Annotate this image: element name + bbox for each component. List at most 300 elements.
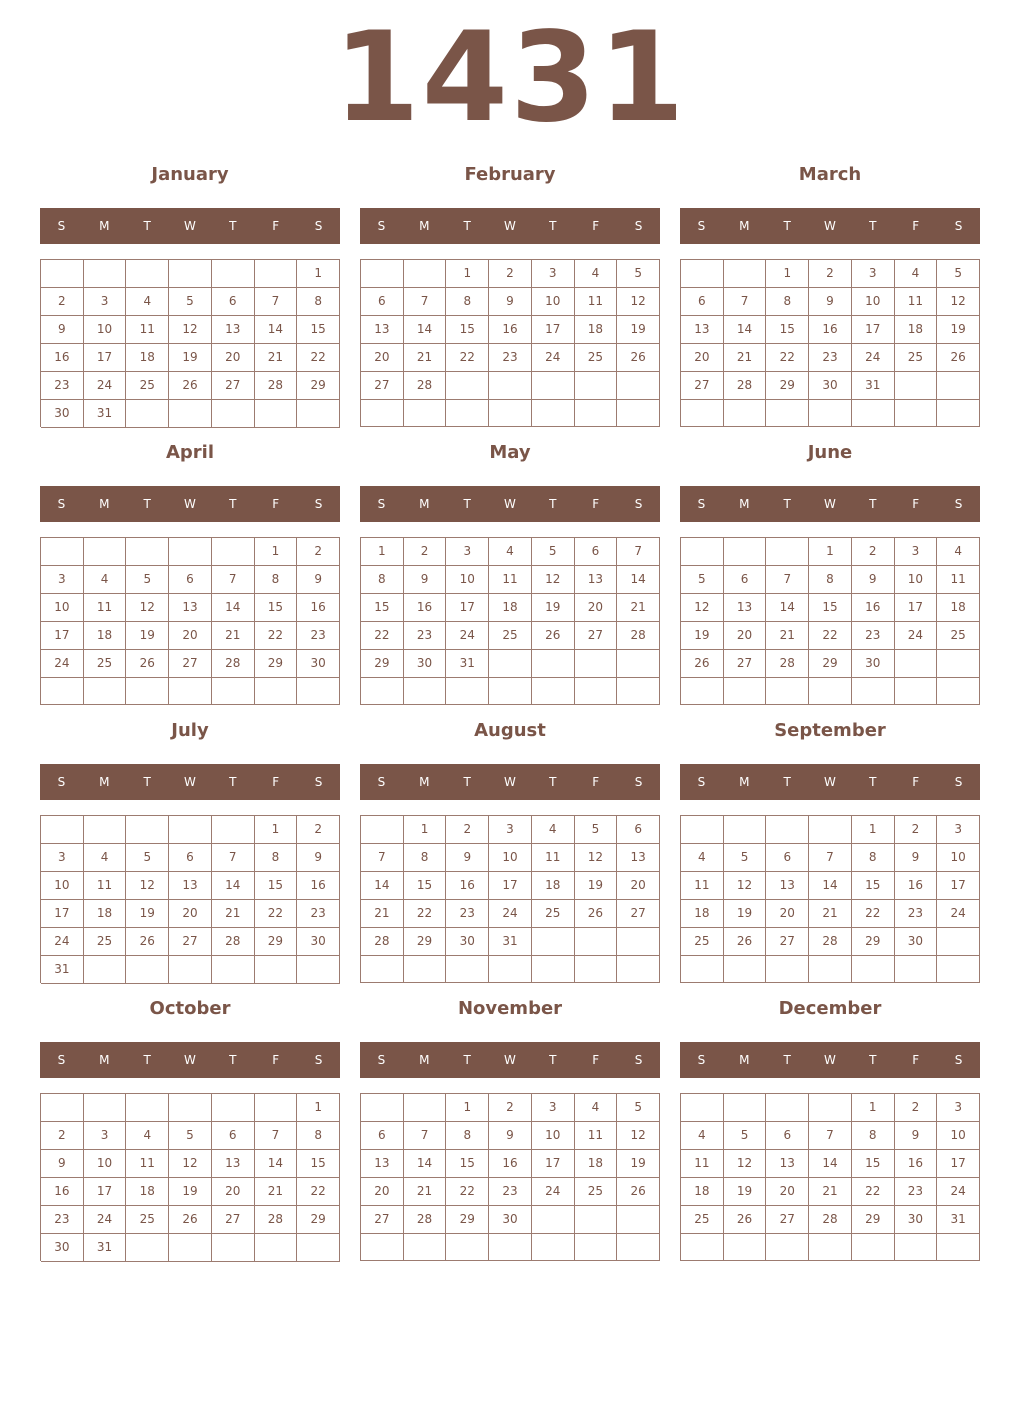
empty-day-cell [41,678,84,705]
empty-day-cell [297,1234,340,1262]
empty-day-cell [126,538,169,566]
empty-day-cell [169,1094,212,1122]
month-name: May [489,442,531,463]
weekday-label: M [99,775,110,789]
month-name: March [798,164,862,185]
day-cell: 6 [361,1122,404,1150]
day-cell: 15 [852,872,895,900]
day-cell: 11 [937,566,980,594]
day-cell: 7 [809,1122,852,1150]
empty-day-cell [361,956,404,983]
weekday-label: M [419,1053,430,1067]
empty-day-cell [766,956,809,983]
day-cell: 26 [169,1206,212,1234]
day-cell: 6 [724,566,767,594]
day-cell: 8 [809,566,852,594]
empty-day-cell [937,650,980,678]
day-cell: 10 [41,594,84,622]
weekday-header [360,1042,660,1078]
empty-day-cell [212,538,255,566]
day-cell: 28 [724,372,767,400]
empty-day-cell [212,678,255,705]
day-cell: 6 [169,844,212,872]
weekday-header [360,486,660,522]
empty-day-cell [169,956,212,984]
day-cell: 25 [126,1206,169,1234]
weekday-label: S [954,219,963,233]
day-cell: 13 [169,594,212,622]
day-cell: 18 [575,1150,618,1178]
day-cell: 19 [937,316,980,344]
day-cell: 6 [212,1122,255,1150]
day-cell: 14 [212,872,255,900]
day-cell: 29 [446,1206,489,1234]
day-cell: 16 [297,872,340,900]
empty-day-cell [126,956,169,984]
empty-day-cell [532,678,575,705]
weekday-label: S [954,775,963,789]
weekday-label: S [697,775,706,789]
day-cell: 3 [895,538,938,566]
day-cell: 1 [809,538,852,566]
day-cell: 29 [297,372,340,400]
day-cell: 31 [41,956,84,984]
empty-day-cell [766,1094,809,1122]
day-cell: 6 [766,1122,809,1150]
day-cell: 3 [446,538,489,566]
day-cell: 28 [617,622,660,650]
empty-day-cell [681,1234,724,1261]
day-cell: 3 [41,844,84,872]
day-cell: 13 [575,566,618,594]
empty-day-cell [446,1234,489,1261]
empty-day-cell [84,678,127,705]
weekday-label: T [463,219,471,233]
day-cell: 10 [895,566,938,594]
empty-day-cell [404,1094,447,1122]
day-cell: 7 [809,844,852,872]
empty-day-cell [895,650,938,678]
weekday-label: S [57,775,66,789]
day-cell: 30 [895,1206,938,1234]
empty-day-cell [212,956,255,984]
day-cell: 11 [895,288,938,316]
weekday-label: S [697,497,706,511]
day-cell: 5 [575,816,618,844]
day-cell: 8 [255,844,298,872]
empty-day-cell [895,1234,938,1261]
day-cell: 7 [617,538,660,566]
day-cell: 28 [212,650,255,678]
day-cell: 11 [575,1122,618,1150]
day-cell: 14 [255,316,298,344]
weekday-label: S [697,219,706,233]
empty-day-cell [361,678,404,705]
day-cell: 16 [895,1150,938,1178]
empty-day-cell [297,956,340,984]
day-cell: 17 [489,872,532,900]
day-cell: 28 [809,1206,852,1234]
day-cell: 27 [361,1206,404,1234]
weekday-label: S [314,497,323,511]
weekday-label: W [184,497,196,511]
day-cell: 9 [895,844,938,872]
weekday-label: M [99,219,110,233]
empty-day-cell [126,1094,169,1122]
day-cell: 15 [361,594,404,622]
day-cell: 2 [809,260,852,288]
day-grid [360,259,660,427]
day-cell: 15 [255,594,298,622]
day-cell: 21 [617,594,660,622]
weekday-label: M [419,497,430,511]
empty-day-cell [575,400,618,427]
day-cell: 24 [84,1206,127,1234]
empty-day-cell [532,400,575,427]
empty-day-cell [766,678,809,705]
day-cell: 9 [852,566,895,594]
day-cell: 19 [617,316,660,344]
empty-day-cell [255,400,298,428]
day-grid [40,815,340,983]
day-cell: 1 [255,816,298,844]
day-cell: 29 [766,372,809,400]
empty-day-cell [852,678,895,705]
day-cell: 7 [212,566,255,594]
day-cell: 26 [937,344,980,372]
empty-day-cell [489,1234,532,1261]
day-cell: 10 [532,288,575,316]
day-cell: 27 [212,372,255,400]
day-cell: 5 [937,260,980,288]
empty-day-cell [212,260,255,288]
weekday-header [40,764,340,800]
day-cell: 4 [84,844,127,872]
day-cell: 8 [852,1122,895,1150]
weekday-label: T [869,775,877,789]
day-cell: 7 [361,844,404,872]
day-cell: 5 [169,1122,212,1150]
day-cell: 10 [937,1122,980,1150]
day-grid [360,1093,660,1261]
day-cell: 3 [937,1094,980,1122]
month-name: July [171,720,209,741]
day-cell: 10 [84,316,127,344]
weekday-header [680,486,980,522]
day-cell: 24 [41,928,84,956]
day-cell: 26 [126,650,169,678]
day-cell: 7 [404,288,447,316]
day-cell: 30 [41,400,84,428]
day-cell: 3 [41,566,84,594]
day-cell: 25 [126,372,169,400]
day-cell: 6 [212,288,255,316]
empty-day-cell [255,956,298,984]
weekday-label: W [824,497,836,511]
weekday-header [360,764,660,800]
day-cell: 19 [617,1150,660,1178]
weekday-label: M [99,497,110,511]
weekday-label: S [954,1053,963,1067]
weekday-label: S [377,219,386,233]
day-cell: 20 [617,872,660,900]
weekday-label: S [954,497,963,511]
day-cell: 12 [575,844,618,872]
empty-day-cell [852,400,895,427]
day-cell: 31 [84,1234,127,1262]
weekday-label: T [143,1053,151,1067]
empty-day-cell [446,678,489,705]
month-name: January [151,164,229,185]
day-cell: 16 [852,594,895,622]
weekday-label: F [912,497,920,511]
weekday-header [40,486,340,522]
empty-day-cell [617,678,660,705]
day-cell: 24 [41,650,84,678]
weekday-label: S [314,775,323,789]
weekday-label: W [504,775,516,789]
day-cell: 24 [532,344,575,372]
day-cell: 6 [361,288,404,316]
weekday-label: S [634,775,643,789]
weekday-label: F [592,219,600,233]
day-cell: 16 [446,872,489,900]
empty-day-cell [361,1234,404,1261]
empty-day-cell [489,400,532,427]
day-cell: 16 [297,594,340,622]
day-cell: 23 [895,900,938,928]
day-cell: 8 [404,844,447,872]
day-cell: 23 [446,900,489,928]
day-cell: 4 [937,538,980,566]
day-cell: 29 [255,928,298,956]
day-cell: 13 [766,1150,809,1178]
weekday-label: S [314,1053,323,1067]
weekday-label: M [99,1053,110,1067]
day-cell: 18 [489,594,532,622]
empty-day-cell [852,1234,895,1261]
day-cell: 28 [255,1206,298,1234]
weekday-label: T [143,775,151,789]
empty-day-cell [255,260,298,288]
month-name: August [474,720,546,741]
empty-day-cell [617,1234,660,1261]
empty-day-cell [852,956,895,983]
empty-day-cell [809,956,852,983]
day-cell: 14 [212,594,255,622]
empty-day-cell [937,400,980,427]
empty-day-cell [766,538,809,566]
empty-day-cell [681,678,724,705]
day-cell: 8 [297,288,340,316]
day-cell: 4 [532,816,575,844]
day-cell: 23 [297,900,340,928]
day-cell: 27 [724,650,767,678]
day-cell: 7 [255,1122,298,1150]
day-cell: 19 [681,622,724,650]
empty-day-cell [404,260,447,288]
day-cell: 2 [489,260,532,288]
empty-day-cell [489,678,532,705]
day-cell: 11 [84,872,127,900]
weekday-label: M [739,219,750,233]
day-cell: 5 [617,260,660,288]
month-name: February [464,164,556,185]
empty-day-cell [724,816,767,844]
day-cell: 21 [724,344,767,372]
weekday-header [680,764,980,800]
empty-day-cell [809,816,852,844]
day-cell: 15 [766,316,809,344]
weekday-label: S [634,219,643,233]
weekday-label: F [272,775,280,789]
weekday-label: F [272,1053,280,1067]
empty-day-cell [41,260,84,288]
day-cell: 13 [766,872,809,900]
weekday-label: T [783,775,791,789]
day-cell: 19 [126,900,169,928]
day-cell: 25 [895,344,938,372]
day-cell: 15 [297,316,340,344]
day-cell: 25 [575,1178,618,1206]
day-cell: 2 [489,1094,532,1122]
day-cell: 13 [724,594,767,622]
day-cell: 22 [852,900,895,928]
weekday-header [680,1042,980,1078]
day-cell: 1 [766,260,809,288]
day-cell: 18 [126,1178,169,1206]
day-cell: 16 [489,1150,532,1178]
day-cell: 13 [361,1150,404,1178]
day-cell: 9 [446,844,489,872]
empty-day-cell [169,816,212,844]
day-cell: 28 [809,928,852,956]
day-cell: 17 [852,316,895,344]
day-cell: 19 [126,622,169,650]
empty-day-cell [212,400,255,428]
day-cell: 14 [809,872,852,900]
empty-day-cell [446,400,489,427]
day-cell: 9 [297,844,340,872]
empty-day-cell [297,400,340,428]
empty-day-cell [724,1094,767,1122]
day-grid [360,815,660,983]
day-cell: 31 [937,1206,980,1234]
day-cell: 21 [404,1178,447,1206]
weekday-label: T [463,497,471,511]
weekday-label: M [419,775,430,789]
day-cell: 11 [84,594,127,622]
day-cell: 29 [361,650,404,678]
month-name: November [457,998,563,1019]
day-cell: 20 [212,1178,255,1206]
day-cell: 17 [41,900,84,928]
day-cell: 7 [212,844,255,872]
weekday-label: T [783,497,791,511]
day-cell: 9 [404,566,447,594]
weekday-label: S [377,497,386,511]
empty-day-cell [84,260,127,288]
empty-day-cell [681,956,724,983]
weekday-label: S [697,1053,706,1067]
empty-day-cell [361,260,404,288]
day-cell: 28 [255,372,298,400]
day-cell: 15 [852,1150,895,1178]
day-cell: 15 [446,1150,489,1178]
day-cell: 24 [532,1178,575,1206]
day-cell: 25 [532,900,575,928]
day-cell: 23 [852,622,895,650]
day-cell: 22 [766,344,809,372]
empty-day-cell [126,1234,169,1262]
day-cell: 25 [937,622,980,650]
empty-day-cell [575,1206,618,1234]
weekday-label: F [592,775,600,789]
weekday-label: S [634,497,643,511]
day-cell: 17 [84,344,127,372]
day-cell: 2 [41,288,84,316]
day-grid [680,537,980,705]
day-cell: 20 [169,622,212,650]
empty-day-cell [724,678,767,705]
day-cell: 6 [575,538,618,566]
day-cell: 17 [532,1150,575,1178]
day-cell: 2 [895,816,938,844]
empty-day-cell [84,538,127,566]
empty-day-cell [575,678,618,705]
day-cell: 29 [809,650,852,678]
day-cell: 21 [809,1178,852,1206]
empty-day-cell [724,1234,767,1261]
day-cell: 13 [212,316,255,344]
day-cell: 15 [446,316,489,344]
day-cell: 4 [489,538,532,566]
day-cell: 10 [852,288,895,316]
month-name: April [165,442,215,463]
day-cell: 30 [297,928,340,956]
day-cell: 16 [41,344,84,372]
day-cell: 30 [809,372,852,400]
day-cell: 17 [41,622,84,650]
empty-day-cell [126,260,169,288]
day-cell: 3 [84,288,127,316]
day-cell: 30 [852,650,895,678]
day-cell: 19 [575,872,618,900]
weekday-label: M [739,1053,750,1067]
day-cell: 24 [895,622,938,650]
weekday-label: W [824,1053,836,1067]
empty-day-cell [895,956,938,983]
empty-day-cell [617,1206,660,1234]
day-cell: 7 [255,288,298,316]
empty-day-cell [532,1234,575,1261]
day-cell: 25 [681,1206,724,1234]
day-cell: 18 [575,316,618,344]
day-cell: 10 [41,872,84,900]
empty-day-cell [532,928,575,956]
day-cell: 23 [41,372,84,400]
weekday-label: T [549,775,557,789]
day-cell: 23 [809,344,852,372]
day-cell: 4 [126,1122,169,1150]
empty-day-cell [255,678,298,705]
weekday-label: T [463,1053,471,1067]
day-cell: 27 [617,900,660,928]
day-grid [680,1093,980,1261]
day-cell: 15 [404,872,447,900]
empty-day-cell [937,678,980,705]
day-cell: 12 [617,288,660,316]
